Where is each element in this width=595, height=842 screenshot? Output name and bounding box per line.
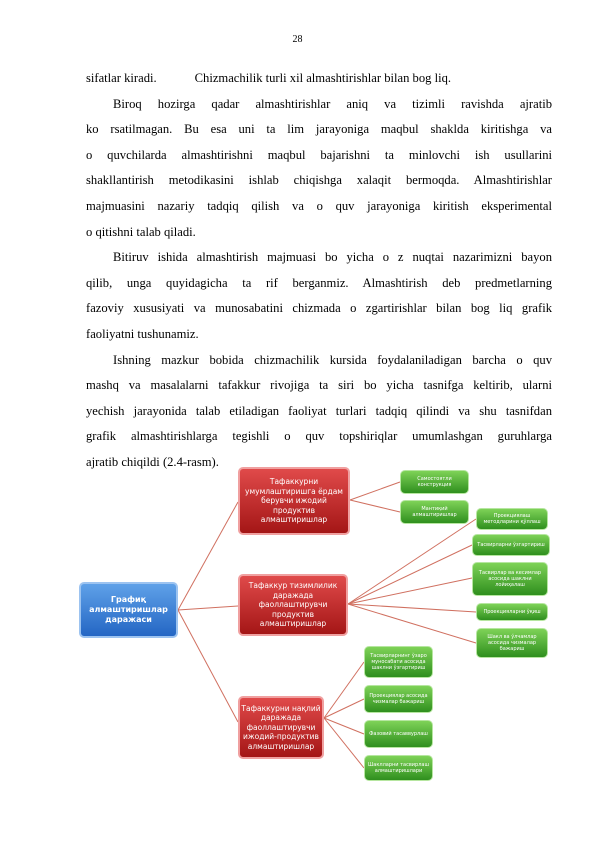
paragraph-3-line: yechish jarayonida talab etiladigan faoliyat turlari tadqiq qilindi va shu tasnifdan [86,403,552,418]
diagram-leaf [364,685,433,713]
first-line-end: Chizmachilik turli xil almashtirishlar bilan bog liq. [194,71,452,85]
diagram-leaf-label: Шаклларни тасвирлаш алмаштиришлари [367,762,430,774]
connector-line [350,500,400,512]
diagram-leaf [364,720,433,748]
paragraph-2-line: faoliyatni tushunamiz. [86,326,199,341]
diagram-branch-2 [238,574,348,636]
diagram-branch-3 [238,696,324,759]
diagram-leaf-label: Самостоятли конструкция [417,476,452,488]
paragraph-2-line: qilib, unga quyidagicha ta rif berganmiz. Almashtirish deb predmetlarning [86,275,552,290]
diagram-branch-label: Тафаккур тизимлилик даражада фаоллаштирувчи продуктив алмаштиришлар [248,581,338,629]
paragraph-1-line: shakllantirish metodikasini ishlab chiqishga xalaqit bermoqda. Almashtirishlar [86,173,552,188]
diagram-leaf [472,534,550,556]
paragraph-2-line: Bitiruv ishida almashtirish majmuasi bo yicha o z nuqtai nazarimizni bayon [113,250,552,265]
paragraph-3-line: grafik almashtirishlarga tegishli o quv topshiriqlar umumlashgan guruhlarga [86,429,552,444]
diagram-root-label: Графиқ алмаштиришлар даражаси [89,595,168,624]
connector-line [324,662,364,718]
diagram-leaf-label: Тасвирларнинг ўзаро муносабати асосида шаклни ўзгартириш [370,653,427,671]
diagram-branch-label: Тафаккурни нақлий даражада фаоллаштирувчи ижодий-продуктив алмаштиришлар [241,703,321,751]
diagram-leaf [364,646,433,678]
diagram-leaf-label: Шакл ва ўлчамлар асосида чизмалар бажариш [487,634,537,652]
diagram-leaf-label: Проекцияларни ўқиш [483,609,541,615]
first-line-start: sifatlar kiradi. [86,71,157,85]
diagram-leaf [364,755,433,781]
connector-line [348,578,472,604]
diagram-leaf [476,603,548,621]
paragraph-3-line: mashq va masalalarni tafakkur rivojiga ta siri bo yicha tasnifga keltirib, ularni [86,378,552,393]
connector-line [178,610,238,722]
diagram-leaf-label: Тасвирларни ўзгартириш [477,542,545,548]
connector-line [348,604,476,643]
connector-line [348,545,472,604]
connector-line [350,482,400,500]
diagram-leaf-label: Мантиқий алмаштиришлар [412,506,457,518]
paragraph-1-line: Biroq hozirga qadar almashtirishlar aniq va tizimli ravishda ajratib [113,96,552,111]
diagram-leaf-label: Проекциялаш методларини қўллаш [483,513,541,525]
connector-line [324,718,364,768]
connector-line [324,718,364,734]
connector-line [178,606,238,610]
paragraph-3-line: Ishning mazkur bobida chizmachilik kursida foydalaniladigan barcha o quv [113,352,552,367]
diagram-leaf [400,470,469,494]
connector-line [178,502,238,610]
connector-line [348,604,476,612]
page-number: 28 [292,34,303,45]
diagram-leaf-label: Фазовий тасаввурлаш [369,731,428,737]
diagram-leaf-label: Тасвирлар ва кесимлар асосида шаклни лойиҳалаш [478,570,542,588]
body-text [86,66,552,476]
paragraph-1-line: o quvchilarda almashtirishni maqbul bajarishni ta minlovchi ish usullarini [86,147,552,162]
diagram-leaf [400,500,469,524]
paragraph-1-line: o qitishni talab qiladi. [86,224,196,239]
connector-line [324,699,364,718]
diagram-branch-1 [238,467,350,535]
diagram-root [79,582,178,638]
first-line [86,66,552,92]
paragraph-3-line: ajratib chiqildi (2.4-rasm). [86,454,219,469]
paragraph-2-line: fazoviy xususiyati va munosabatini chizmada o zgartirishlar bilan bog liq grafik [86,301,552,316]
diagram-branch-label: Тафаккурни умумлаштиришга ёрдам берувчи ижодий продуктив алмаштиришлар [245,477,343,525]
connector-line [348,519,476,604]
diagram-leaf [476,628,548,658]
diagram-leaf [476,508,548,530]
paragraph-1-line: majmuasini nazariy tadqiq qilish va o quv jarayoniga kiritish eksperimental [86,198,552,213]
paragraph-1-line: ko rsatilmagan. Bu esa uni ta lim jarayoniga maqbul shaklda kiritishga va [86,122,552,137]
diagram-leaf [472,562,548,596]
diagram-leaf-label: Проекциялар асосида чизмалар бажариш [369,693,428,705]
